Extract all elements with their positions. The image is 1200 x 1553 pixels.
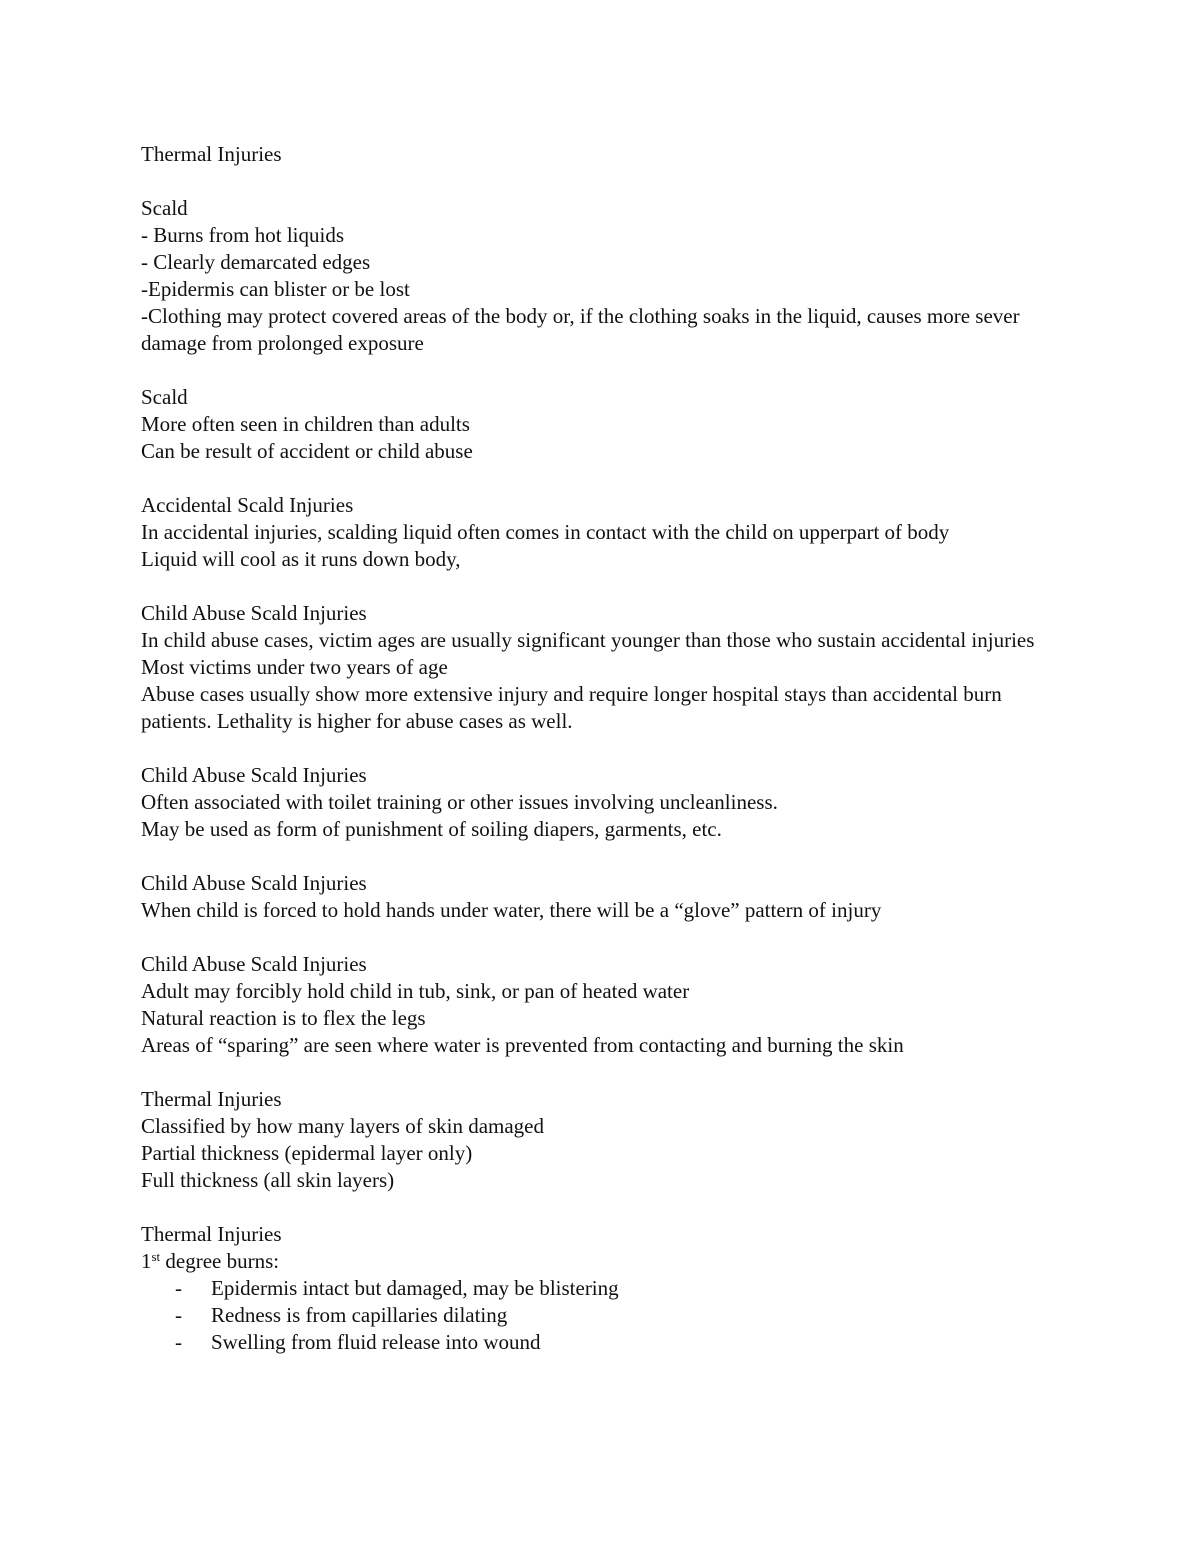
spacer (141, 924, 1071, 951)
list-item-text: Swelling from fluid release into wound (211, 1330, 541, 1354)
text-line: In accidental injuries, scalding liquid often comes in contact with the child on upperpart of body (141, 520, 950, 544)
spacer (141, 843, 1071, 870)
text-line: Often associated with toilet training or other issues involving uncleanliness. (141, 790, 778, 814)
text-line: Most victims under two years of age (141, 655, 448, 679)
text-line: More often seen in children than adults (141, 412, 470, 436)
list-item (141, 1329, 1071, 1356)
document-title: Thermal Injuries (141, 142, 282, 166)
text-line: Classified by how many layers of skin damaged (141, 1114, 544, 1138)
degree-number: 1 (141, 1249, 152, 1273)
section-heading: Child Abuse Scald Injuries (141, 763, 367, 787)
section-heading: Child Abuse Scald Injuries (141, 952, 367, 976)
dash-bullet: - (175, 1276, 182, 1300)
text-line: When child is forced to hold hands under water, there will be a “glove” pattern of injury (141, 898, 882, 922)
text-line: - Burns from hot liquids (141, 223, 344, 247)
section-heading: Child Abuse Scald Injuries (141, 601, 367, 625)
spacer (141, 1194, 1071, 1221)
list-item-text: Redness is from capillaries dilating (211, 1303, 508, 1327)
text-line: In child abuse cases, victim ages are usually significant younger than those who sustain accidental injuries (141, 628, 1035, 652)
text-line: -Clothing may protect covered areas of the body or, if the clothing soaks in the liquid, causes more sever damage from prolonged exposure (141, 304, 1025, 355)
text-line: - Clearly demarcated edges (141, 250, 371, 274)
spacer (141, 168, 1071, 195)
dash-bullet: - (175, 1303, 182, 1327)
spacer (141, 573, 1071, 600)
dash-bullet: - (175, 1330, 182, 1354)
list-item-text: Epidermis intact but damaged, may be blistering (211, 1276, 619, 1300)
section-heading: Thermal Injuries (141, 1222, 282, 1246)
degree-rest: degree burns: (160, 1249, 280, 1273)
section-heading: Thermal Injuries (141, 1087, 282, 1111)
text-line: Areas of “sparing” are seen where water is prevented from contacting and burning the skin (141, 1033, 904, 1057)
text-line: Adult may forcibly hold child in tub, sink, or pan of heated water (141, 979, 690, 1003)
section-heading: Child Abuse Scald Injuries (141, 871, 367, 895)
text-line: Can be result of accident or child abuse (141, 439, 473, 463)
text-line: Partial thickness (epidermal layer only) (141, 1141, 473, 1165)
text-line: Liquid will cool as it runs down body, (141, 547, 461, 571)
spacer (141, 357, 1071, 384)
text-line: Natural reaction is to flex the legs (141, 1006, 426, 1030)
text-line: -Epidermis can blister or be lost (141, 277, 410, 301)
degree-burns-heading (141, 1248, 1071, 1275)
section-heading: Accidental Scald Injuries (141, 493, 354, 517)
section-heading: Scald (141, 385, 188, 409)
list-item (141, 1302, 1071, 1329)
text-line: Full thickness (all skin layers) (141, 1168, 395, 1192)
text-line: May be used as form of punishment of soiling diapers, garments, etc. (141, 817, 722, 841)
document-page (141, 141, 1071, 1356)
degree-burns-list (141, 1275, 1071, 1356)
spacer (141, 1059, 1071, 1086)
section-heading: Scald (141, 196, 188, 220)
list-item (141, 1275, 1071, 1302)
spacer (141, 465, 1071, 492)
degree-suffix: st (151, 1249, 161, 1264)
spacer (141, 735, 1071, 762)
text-line: Abuse cases usually show more extensive injury and require longer hospital stays than accidental burn patients. Lethality is higher for abuse cases as well. (141, 682, 1008, 733)
